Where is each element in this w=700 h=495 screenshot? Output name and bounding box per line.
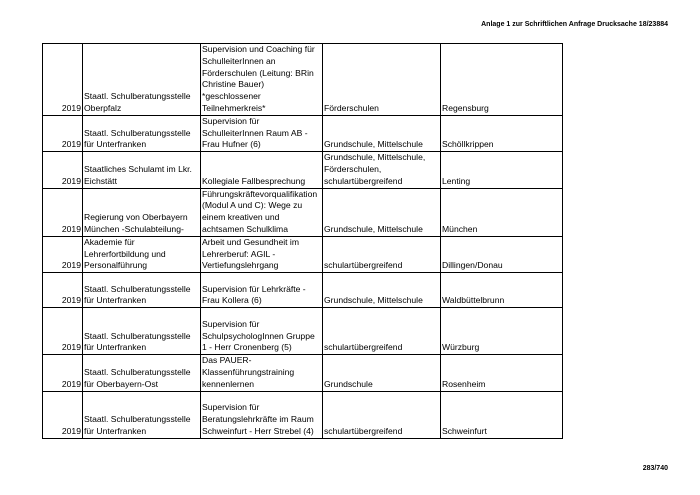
year-cell: 2019 — [43, 236, 83, 272]
location-cell: München — [441, 188, 563, 236]
table-row — [43, 188, 563, 236]
year-cell: 2019 — [43, 355, 83, 391]
school-type-cell: schulartübergreifend — [323, 391, 441, 438]
page-number: 283/740 — [642, 465, 668, 472]
school-type-cell: Förderschulen — [323, 44, 441, 116]
courses-table — [42, 43, 563, 439]
table-body — [43, 44, 563, 439]
location-cell: Lenting — [441, 152, 563, 188]
office-cell: Regierung von Oberbayern München -Schulabteilung- — [83, 188, 201, 236]
office-cell: Staatl. Schulberatungsstelle für Unterfranken — [83, 391, 201, 438]
table-row — [43, 236, 563, 272]
location-cell: Dillingen/Donau — [441, 236, 563, 272]
year-cell: 2019 — [43, 188, 83, 236]
table-row — [43, 115, 563, 151]
location-cell: Rosenheim — [441, 355, 563, 391]
year-cell: 2019 — [43, 44, 83, 116]
topic-cell: Kollegiale Fallbesprechung — [201, 152, 323, 188]
topic-cell: Supervision für Lehrkräfte - Frau Kollera (6) — [201, 273, 323, 308]
school-type-cell: Grundschule, Mittelschule, Förderschulen, schulartübergreifend — [323, 152, 441, 188]
school-type-cell: Grundschule, Mittelschule — [323, 273, 441, 308]
topic-cell: Supervision für SchulleiterInnen Raum AB - Frau Hufner (6) — [201, 115, 323, 151]
topic-cell: Arbeit und Gesundheit im Lehrerberuf: AGIL - Vertiefungslehrgang — [201, 236, 323, 272]
office-cell: Staatl. Schulberatungsstelle für Unterfranken — [83, 308, 201, 355]
office-cell: Staatl. Schulberatungsstelle für Oberbayern-Ost — [83, 355, 201, 391]
location-cell: Waldbüttelbrunn — [441, 273, 563, 308]
office-cell: Staatliches Schulamt im Lkr. Eichstätt — [83, 152, 201, 188]
topic-cell: Das PAUER-Klassenführungstraining kennenlernen — [201, 355, 323, 391]
location-cell: Schöllkrippen — [441, 115, 563, 151]
table-row — [43, 273, 563, 308]
table-row — [43, 355, 563, 391]
table-row — [43, 152, 563, 188]
table-row — [43, 44, 563, 116]
school-type-cell: schulartübergreifend — [323, 236, 441, 272]
topic-cell: Führungskräftevorqualifikation (Modul A und C): Wege zu einem kreativen und achtsamen Schulklima — [201, 188, 323, 236]
location-cell: Würzburg — [441, 308, 563, 355]
office-cell: Staatl. Schulberatungsstelle Oberpfalz — [83, 44, 201, 116]
year-cell: 2019 — [43, 152, 83, 188]
office-cell: Staatl. Schulberatungsstelle für Unterfranken — [83, 115, 201, 151]
school-type-cell: Grundschule, Mittelschule — [323, 188, 441, 236]
topic-cell: Supervision und Coaching für SchulleiterInnen an Förderschulen (Leitung: BRin Christine Bauer) *geschlossener Teilnehmerkreis* — [201, 44, 323, 116]
school-type-cell: Grundschule — [323, 355, 441, 391]
topic-cell: Supervision für SchulpsychologInnen Gruppe 1 - Herr Cronenberg (5) — [201, 308, 323, 355]
table-row — [43, 391, 563, 438]
topic-cell: Supervision für Beratungslehrkräfte im Raum Schweinfurt - Herr Strebel (4) — [201, 391, 323, 438]
location-cell: Regensburg — [441, 44, 563, 116]
school-type-cell: Grundschule, Mittelschule — [323, 115, 441, 151]
year-cell: 2019 — [43, 115, 83, 151]
table-row — [43, 308, 563, 355]
year-cell: 2019 — [43, 308, 83, 355]
year-cell: 2019 — [43, 273, 83, 308]
document-header: Anlage 1 zur Schriftlichen Anfrage Drucksache 18/23884 — [481, 21, 668, 28]
office-cell: Akademie für Lehrerfortbildung und Personalführung — [83, 236, 201, 272]
year-cell: 2019 — [43, 391, 83, 438]
location-cell: Schweinfurt — [441, 391, 563, 438]
school-type-cell: schulartübergreifend — [323, 308, 441, 355]
office-cell: Staatl. Schulberatungsstelle für Unterfranken — [83, 273, 201, 308]
